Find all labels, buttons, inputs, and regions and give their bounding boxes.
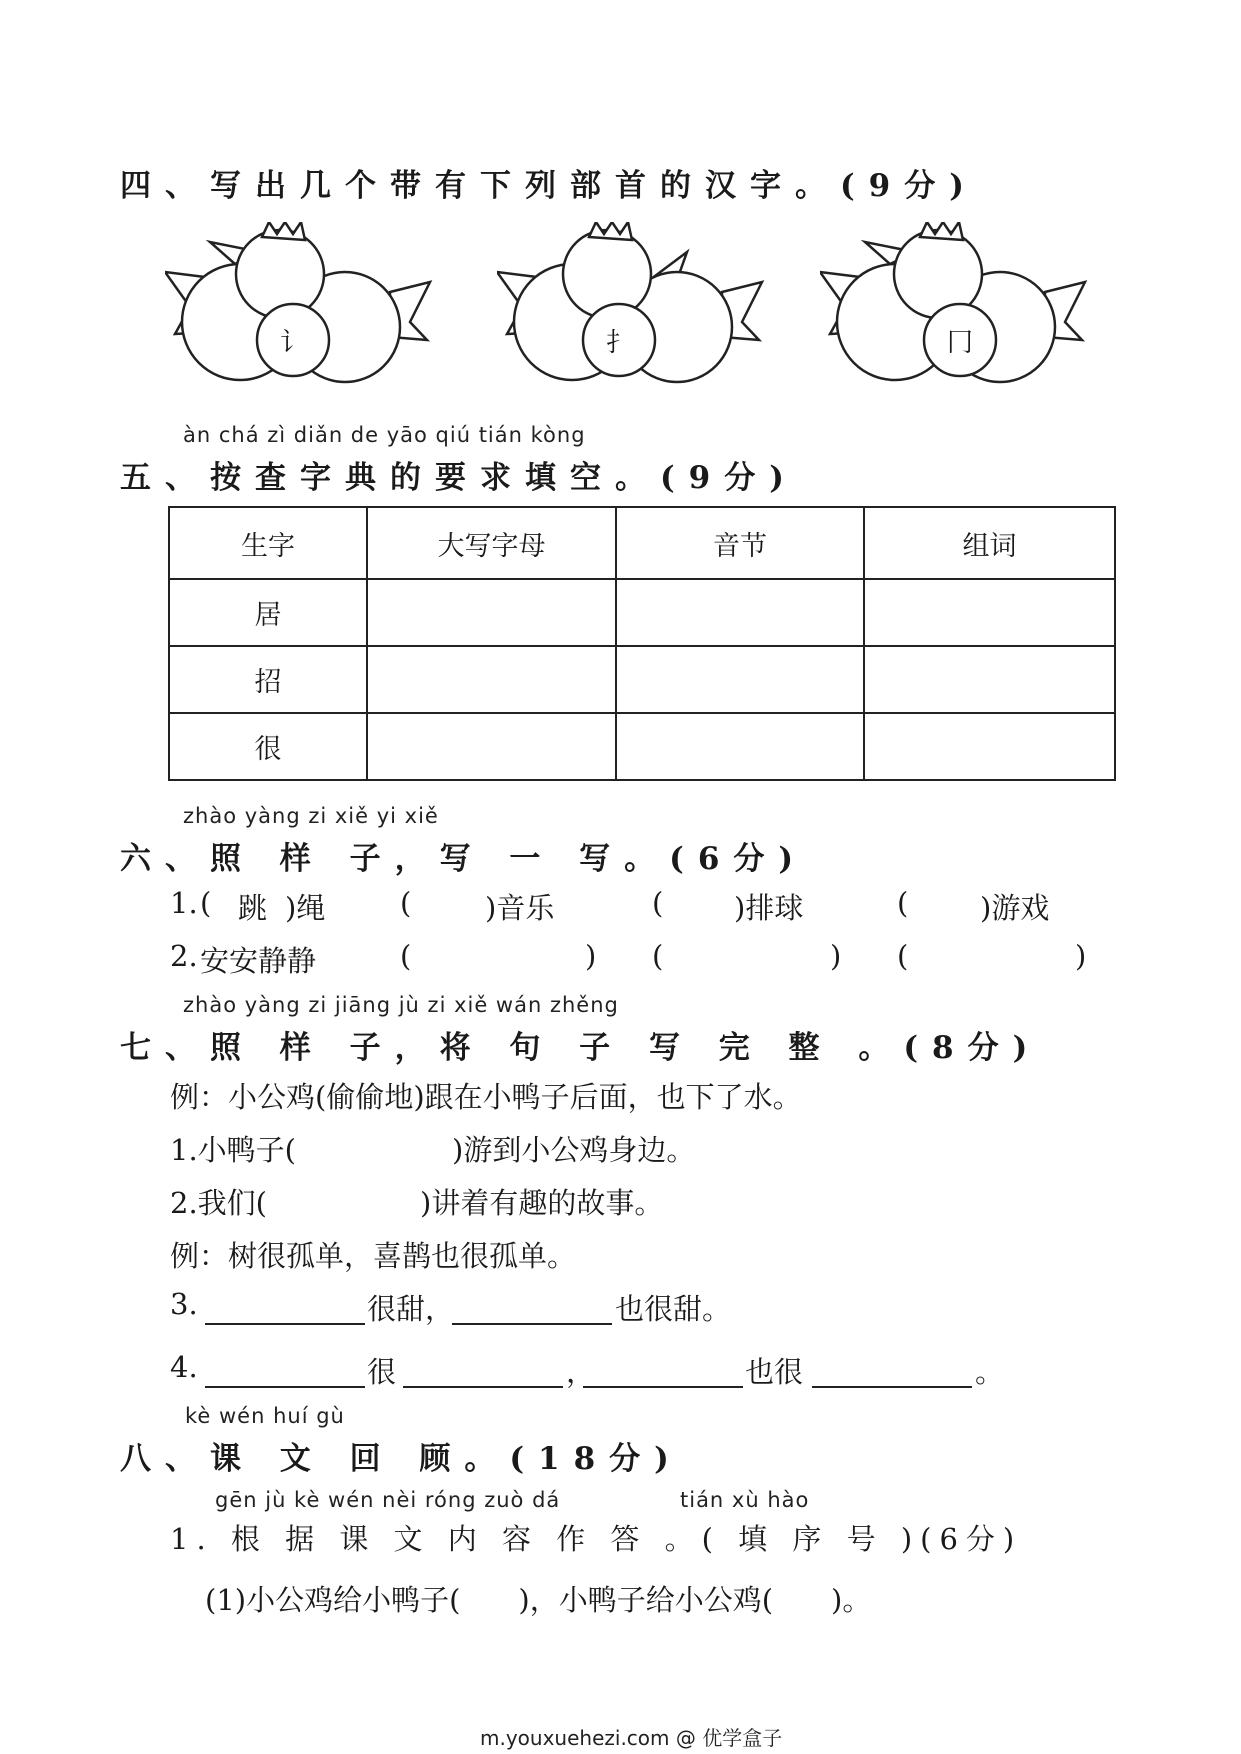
blank-open[interactable]: ( <box>897 886 909 920</box>
table-header-row <box>169 507 1115 579</box>
row-character: 招 <box>169 646 367 713</box>
section6-line2-num: 2. <box>170 939 198 973</box>
fruit-cluster-drawing <box>820 222 1090 397</box>
section8-sub-pinyin-2: tián xù hào <box>680 1488 810 1512</box>
radical-2: 扌 <box>605 328 632 358</box>
header-syllable: 音节 <box>616 507 864 579</box>
section4-title: 四、写出几个带有下列部首的汉字。(9分) <box>120 168 978 204</box>
fruit-cluster-drawing <box>497 222 767 397</box>
answer-cell[interactable] <box>367 713 616 780</box>
answer-cell[interactable] <box>616 579 864 646</box>
section7-example1: 例：小公鸡(偷偷地)跟在小鸭子后面，也下了水。 <box>170 1080 802 1114</box>
answer-cell[interactable] <box>864 646 1115 713</box>
header-capital-letter: 大写字母 <box>367 507 616 579</box>
section8-title: 八、课 文 回 顾。(18分) <box>120 1441 683 1477</box>
section7-q4-a: 很 <box>367 1355 397 1389</box>
section7-title: 七、照 样 子，将 句 子 写 完 整 。(8分) <box>120 1030 1042 1066</box>
section6-example-open: ( <box>200 886 212 920</box>
blank-open[interactable]: ( <box>652 886 664 920</box>
answer-cell[interactable] <box>367 646 616 713</box>
section7-q4-end: 。 <box>975 1355 1005 1389</box>
blank-close: ) <box>830 939 842 973</box>
section7-q4-num: 4. <box>170 1350 198 1384</box>
blank-open[interactable]: ( <box>400 886 412 920</box>
section7-q3-num: 3. <box>170 1287 198 1321</box>
fill-in-blank[interactable] <box>205 1360 365 1388</box>
section7-q2-end: )讲着有趣的故事。 <box>420 1186 664 1220</box>
answer-cell[interactable] <box>616 713 864 780</box>
blank-open[interactable]: ( <box>400 939 412 973</box>
section6-title: 六、照 样 子，写 一 写。(6分) <box>120 841 808 877</box>
answer-cell[interactable] <box>616 646 864 713</box>
fruit-cluster-1 <box>165 222 435 397</box>
answer-cell[interactable] <box>367 579 616 646</box>
section5-title: 五、按查字典的要求填空。(9分) <box>120 460 798 496</box>
header-word: 组词 <box>864 507 1115 579</box>
section6-line1-num: 1. <box>170 886 198 920</box>
blank-close-game: )游戏 <box>980 891 1050 925</box>
section6-example-close: )绳 <box>285 891 326 925</box>
section8-sub-pinyin-1: gēn jù kè wén nèi róng zuò dá <box>215 1488 561 1512</box>
blank-close: ) <box>1075 939 1087 973</box>
row-character: 很 <box>169 713 367 780</box>
fill-in-blank[interactable] <box>403 1360 563 1388</box>
table-row <box>169 579 1115 646</box>
radical-1: 讠 <box>279 328 306 358</box>
table-row <box>169 646 1115 713</box>
section7-example2: 例：树很孤单，喜鹊也很孤单。 <box>170 1239 577 1273</box>
answer-cell[interactable] <box>864 579 1115 646</box>
answer-cell[interactable] <box>864 713 1115 780</box>
section7-q4-c: 也很 <box>745 1355 804 1389</box>
section8-q1: (1)小公鸡给小鸭子( )，小鸭子给小公鸡( )。 <box>205 1583 872 1617</box>
blank-close-music: )音乐 <box>485 891 555 925</box>
section7-q4-b: ， <box>566 1355 596 1389</box>
fill-in-blank[interactable] <box>812 1360 972 1388</box>
blank-open[interactable]: ( <box>652 939 664 973</box>
fruit-cluster-2 <box>497 222 767 397</box>
section6-example-aabb: 安安静静 <box>200 944 317 978</box>
blank-close: ) <box>585 939 597 973</box>
fill-in-blank[interactable] <box>452 1297 612 1325</box>
fill-in-blank[interactable] <box>205 1297 365 1325</box>
section7-q1-end: )游到小公鸡身边。 <box>452 1133 696 1167</box>
radical-3: 冂 <box>946 328 973 358</box>
fruit-cluster-drawing <box>165 222 435 397</box>
blank-close-volleyball: )排球 <box>734 891 804 925</box>
fruit-cluster-3 <box>820 222 1090 397</box>
section6-example-word: 跳 <box>238 891 268 925</box>
footer-watermark: m.youxuehezi.com @ 优学盒子 <box>480 1726 783 1750</box>
section5-pinyin: àn chá zì diǎn de yāo qiú tián kòng <box>183 423 586 447</box>
fill-in-blank[interactable] <box>583 1360 743 1388</box>
section8-pinyin: kè wén huí gù <box>185 1404 345 1428</box>
blank-open[interactable]: ( <box>897 939 909 973</box>
section7-q2-start: 2.我们( <box>170 1186 267 1220</box>
section6-pinyin: zhào yàng zi xiě yi xiě <box>183 804 439 828</box>
dictionary-table <box>168 506 1116 781</box>
section7-q3-end: 也很甜。 <box>615 1292 732 1326</box>
section7-q3-mid: 很甜， <box>367 1292 455 1326</box>
table-row <box>169 713 1115 780</box>
header-character: 生字 <box>169 507 367 579</box>
section7-q1-start: 1.小鸭子( <box>170 1133 296 1167</box>
section8-sub-title: 1. 根 据 课 文 内 容 作 答 。( 填 序 号 )(6分) <box>170 1522 1023 1556</box>
row-character: 居 <box>169 579 367 646</box>
section7-pinyin: zhào yàng zi jiāng jù zi xiě wán zhěng <box>183 993 619 1017</box>
